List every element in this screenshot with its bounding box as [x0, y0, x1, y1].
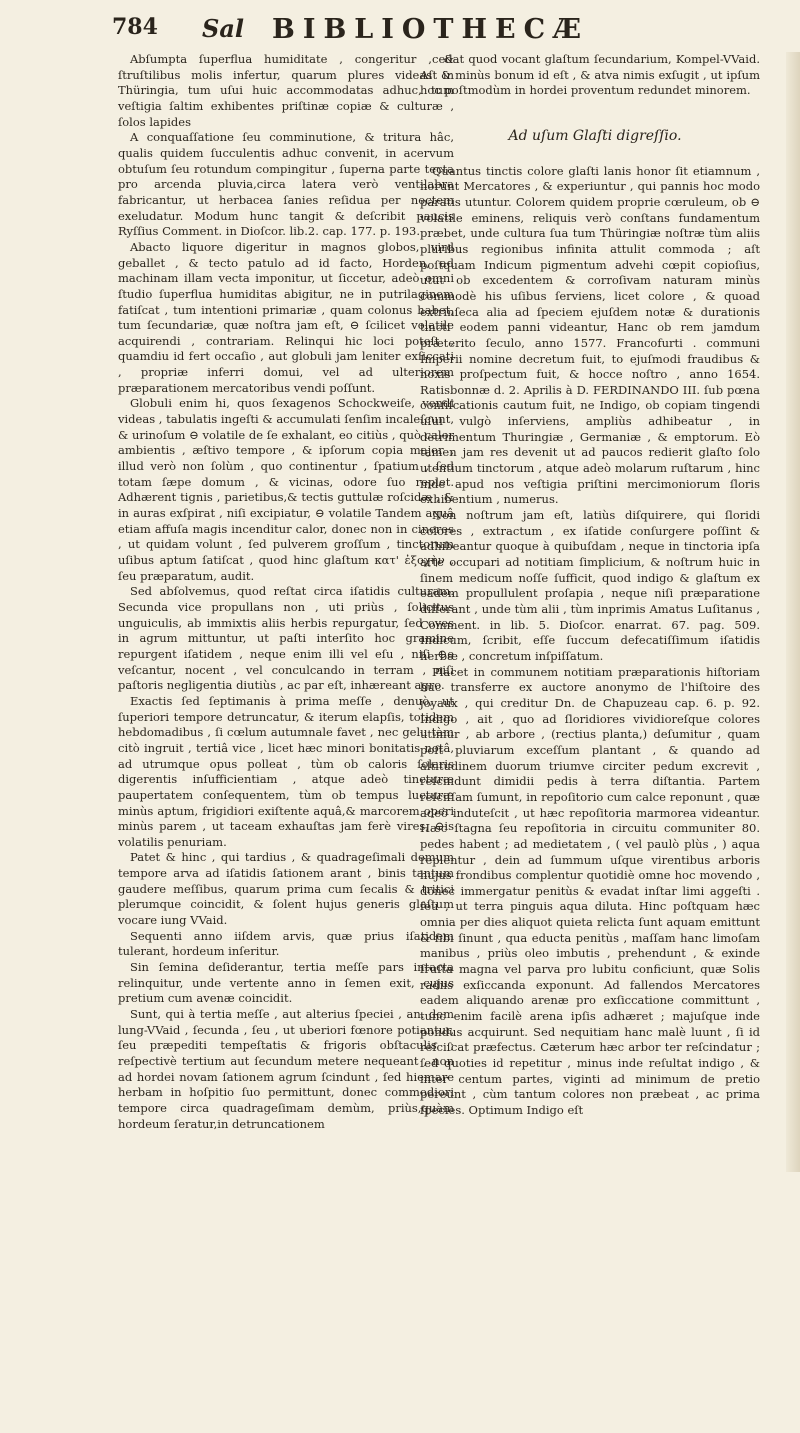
paragraph: Non noſtrum jam eſt, latiùs diſquirere, qui ſloridi colores , extractum , ex iſatide conſurgere poſſint & adhibeantur quoque à quibuſdam , neque in tinctoria ipſa arte occupari ad notitiam ſimplicium, & noſtrum huic in ſinem medicum noſſe ſufficit, quod indigo & glaſtum ex eadem propullulent proſapia , neque niſi præparatione differant , unde tùm alii , tùm inprimis Amatus Luſitanus , Comment. in lib. 5. Dioſcor. enarrat. 67. pag. 509. Indicum, ſcribit, eſſe ſuccum defecatiſſimum iſatidis herbæ , concretum inſpiſſatum. [420, 508, 760, 663]
section-heading: Ad uſum Glaſti digreſſio. [508, 127, 682, 144]
paragraph: Sin ſemina deſiderantur, tertia meſſe pars intacta relinquitur, unde vertente anno in ſemen exit, cujus pretium cum avenæ coincidit. [118, 960, 454, 1006]
paragraph: cedat quod vocant glaſtum ſecundarium, Kompel-VVaid. Aſt & minùs bonum id eſt , & atva nimis exſugit , ut ipſum hoc poſtmodùm in hordei proventum redundet minorem. [420, 52, 760, 98]
running-title: BIBLIOTHECÆ [272, 14, 589, 45]
page-header [112, 14, 772, 46]
paragraph: Exactis ſed ſeptimanis à prima meſſe , denuò, ut ſuperiori tempore detruncatur, & iterum elapſis, totidem hebdomadibus , ſi cœlum autumnale favet , nec gelu tàm citò ingruit , tertiâ vice , licet hæc minori bonitatis notâ, ad utrumque opus polleat , tùm ob caloris ſolaris digerentis inſufficientiam , atque adeò tincturæ paupertatem conſequentem, tùm ob tempus lucturæ minùs aptum, frigidiori exiſtente aquâ,& marcorem operi minùs parem , ut taceam exhauſtas jam ferè vires, ⊖is volatilis penuriam. [118, 693, 454, 849]
paragraph: A conquaſſatione ſeu comminutione, & tritura hâc, qualis quidem ſucculentis adhuc convenit, in acervum obtuſum ſeu rotundum compingitur , ſuperna parte tecta pro arcenda pluvia,circa latera verò ventilabra fabricantur, ut herbacea ſanies reſidua per noctem exeludatur. Modum hunc tangit & deſcribit paucis Ryſſius Comment. in Dioſcor. lib.2. cap. 177. p. 193. [118, 130, 454, 239]
left-column [118, 52, 454, 1132]
running-word: Sal [202, 14, 244, 43]
paragraph: Globuli enim hi, quos ſexagenos Schockweiſe, vendi videas , tabulatis ingeſti & accumulati ſenſim incaleſcunt, & urinoſum ⊖ volatile de ſe exhalant, eo citiùs , quò calor ambientis , æſtivo tempore , & ipſorum copia major , illud verò non ſolùm , quo continentur , ſpatium , ſed totam ſæpe domum , & vicinas, odore ſuo replet. Adhærent tignis , parietibus,& tectis guttulæ roſcidæ , & in auras exſpirat , niſi excipiatur, ⊖ volatile Tandem aquâ etiam affuſa magis incenditur calor, donec non in cineres , ut quidam volunt , ſed pulverem groſſum , tinctorum uſibus aptum ſatiſcat , quod hinc glaſtum κατ' ἐξοχὴν , ſeu præparatum, audit. [118, 396, 454, 583]
page-number: 784 [112, 14, 158, 40]
paragraph: Sequenti anno iiſdem arvis, quæ prius iſatidem tulerant, hordeum inſeritur. [118, 928, 454, 959]
page-edge [786, 52, 800, 1172]
paragraph: Sunt, qui à tertia meſſe , aut alterius ſpeciei , an. dem lung-VVaid , ſecunda , ſeu , ut uberiori fœnore potiantur, ſeu præpediti tempeſtatis & frigoris obſtaculis ; reſpectivè tertium aut ſecundum metere nequeant , non ad hordei novam ſationem agrum ſcindunt , ſed hiemare herbam in hoſpitio ſuo permittunt, donec commodiori tempore circa quadrageſimam demùm, priùs,quàm hordeum ſeratur,in detruncationem [118, 1007, 454, 1131]
paragraph: Quantus tinctis colore glaſti lanis honor ſit etiamnum , norunt Mercatores , & experiuntur , qui pannis hoc modo paratis utuntur. Colorem quidem proprie cœruleum, ob ⊖ volatile eminens, reliquis verò conſtans fundamentum præbet, unde cultura ſua tum Thüringiæ noſtræ tùm aliis pluribus regionibus infinita attulit commoda ; aſt poſtquam Indicum pigmentum advehi cœpit copioſius, utut ob excedentem & corroſivam naturam minùs commodè his uſibus ſerviens, licet colore , & quoad extrinſeca alia ad ſpeciem ejuſdem notæ & durationis tincti eodem panni videantur, Hanc ob rem jamdum præterito ſeculo, anno 1577. Francofurti . communi Imperii nomine decretum fuit, to ejuſmodi fraudibus & noxis proſpectum fuit, & hocce noſtro , anno 1654. Ratisbonnæ d. 2. Aprilis à D. FERDINANDO III. ſub pœna confiſcationis cautum fuit, ne Indigo, ob copiam tingendi uſui vulgò inſerviens, ampliùs adhibeatur , in detrimentum Thuringiæ , Germaniæ , & emptorum. Eò tamen jam res devenit ut ad paucos redierit glaſto ſolo utentium tinctorum , atque adeò molarum ruſtarum , hinc inde apud nos veſtigia priſtini mercimoniorum ſloris exhibentium , numerus. [420, 163, 760, 507]
paragraph: Patet & hinc , qui tardius , & quadrageſimali demum tempore arva ad iſatidis ſationem arant , binis tantum gaudere meſſibus, quarum prima cum ſecalis & tritici plerumque coincidit, & ſolent hujus generis glaſtum vocare iung VVaid. [118, 850, 454, 928]
paragraph: Abſumpta ſuperflua humiditate , congeritur , & ſtruſtilibus molis infertur, quarum plures videas in Thüringia, tum uſui huic accommodatas adhuc, tum veſtigia ſaltim exhibentes priſtinæ copiæ & culturæ , ſolos lapides [118, 52, 454, 129]
right-column [420, 52, 760, 1119]
paragraph: Placet in communem notitiam præparationis hiſtoriam huc transferre ex auctore anonymo de l'hiſtoire des joyaux , qui creditur Dn. de Chapuzeau cap. 6. p. 92. Indigo , ait , quo ad ſloridiores vividioreſque colores utimur , ab arbore , (rectius planta,) deſumitur , quam poſt pluviarum exceſſum plantant , & quando ad altitudinem duorum triumve circiter pedum excrevit , reſcindunt dimidii pedis à terra diſtantia. Partem reſciſſam ſumunt, in repoſitorio cum calce reponunt , quæ adeò induteſcit , ut hæc repoſitoria marmorea videantur. Hæc ſtagna ſeu repoſitoria in circuitu communiter 80. pedes habent ; ad medietatem , ( vel paulò plùs , ) aqua replentur , dein ad ſummum uſque virentibus arboris hujus frondibus complentur quotidiè omne hoc movendo , donec immergatur penitùs & evadat inſtar limi aggeſti . ſeu , ut terra pinguis aqua diluta. Hinc poſtquam hæc omnia per dies aliquot quieta relicta ſunt aquam emittunt & ſibi ſinunt , qua educta penitùs , maſſam hanc limoſam manibus , priùs oleo imbutis , prehendunt , & exinde ſruſta magna vel parva pro lubitu conficiunt, quæ Solis radiis exſiccanda exponunt. Ad fallendos Mercatores eadem aliquando arenæ pro exſiccatione committunt , tunc enim facilè arena ipſis adhæret ; majuſque inde pondus acquirunt. Sed nequitiam hanc malè luunt , ſi id reſciſcat præfectus. Cæterum hæc arbor ter reſcindatur ; ſed quoties id repetitur , minus inde reſultat indigo , & inter centum partes, viginti ad minimum de pretio pereunt , cùm tantum colores non præbeat , ac prima ſpecies. Optimum Indigo eſt [420, 664, 760, 1117]
paragraph: Sed abſolvemus, quod reſtat circa iſatidis culturam. Secunda vice propullans non , uti priùs , ſolicitus unguiculis, ab immixtis aliis herbis repurgatur, ſed oves in agrum mittuntur, ut paſti interſito hoc gramine repurgent iſatidem , neque enim illi vel eſu , niſi ⊖e veſcantur, nocent , vel conculcando in terram , niſi paſtoris negligentia diutiùs , ac par eſt, inhæreant agro. [118, 584, 454, 693]
paragraph: Abacto liquore digeritur in magnos globos, vird geballet , & tecto patulo ad id facto, Horden, ad machinam illam vecta imponitur, ut ſiccetur, adeò omni ſtudio ſuperflua humiditas abigitur, ne in putrilaginem fatiſcat , tum intentioni primariæ , quam colonus habet, tum ſecundariæ, quæ noſtra jam eſt, ⊖ ſcilicet volatile acquirendi , contrariam. Relinqui hic loci poteſt , quamdiu id fert occaſio , aut globuli jam leniter exſiccati , propriæ inferri domui, vel ad ulteriorem præparationem mercatoribus vendi poſſunt. [118, 239, 454, 395]
